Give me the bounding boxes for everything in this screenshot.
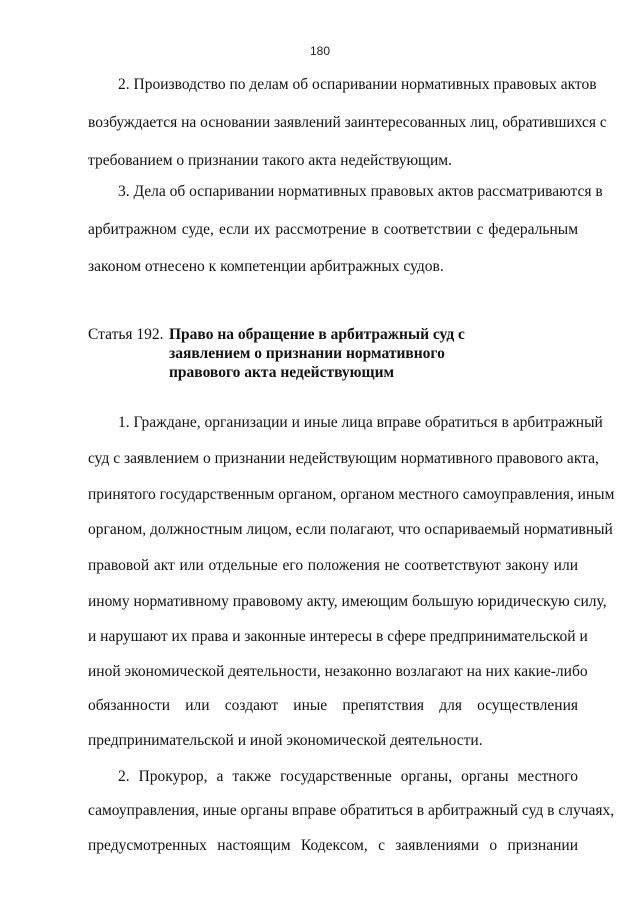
- article-title-line: правового акта недействующим: [169, 364, 395, 381]
- text-line: 3. Дела об оспаривании нормативных правовых актов рассматриваются в: [118, 183, 603, 200]
- text-line: правовой акт или отдельные его положения не соответствуют закону или: [88, 557, 578, 574]
- text-line: требованием о признании такого акта недействующим.: [88, 152, 452, 169]
- text-line: иной экономической деятельности, незаконно возлагают на них какие-либо: [88, 663, 588, 680]
- text-line: самоуправления, иные органы вправе обратиться в арбитражный суд в случаях,: [88, 802, 615, 819]
- text-line: органом, должностным лицом, если полагают, что оспариваемый нормативный: [88, 521, 613, 538]
- text-line: возбуждается на основании заявлений заинтересованных лиц, обратившихся с: [88, 114, 607, 131]
- text-line: суд с заявлением о признании недействующим нормативного правового акта,: [88, 450, 599, 467]
- article-title-line: Право на обращение в арбитражный суд с: [169, 326, 465, 343]
- page-number: 180: [309, 44, 331, 58]
- text-line: предусмотренных настоящим Кодексом, с заявлениями о признании: [88, 837, 578, 854]
- text-line: принятого государственным органом, органом местного самоуправления, иным: [88, 486, 615, 503]
- text-line: 2. Производство по делам об оспаривании нормативных правовых актов: [118, 76, 597, 93]
- article-title-line: заявлением о признании нормативного: [169, 345, 445, 362]
- article-label: Статья 192.: [88, 326, 164, 343]
- text-line: 2. Прокурор, а также государственные органы, органы местного: [118, 768, 578, 785]
- text-line: и нарушают их права и законные интересы в сфере предпринимательской и: [88, 628, 588, 645]
- text-line: иному нормативному правовому акту, имеющим большую юридическую силу,: [88, 593, 607, 610]
- text-line: арбитражном суде, если их рассмотрение в соответствии с федеральным: [88, 221, 578, 238]
- text-line: предпринимательской и иной экономической деятельности.: [88, 732, 483, 749]
- text-line: законом отнесено к компетенции арбитражных судов.: [88, 258, 444, 275]
- text-line: 1. Граждане, организации и иные лица вправе обратиться в арбитражный: [118, 414, 603, 431]
- text-line: обязанности или создают иные препятствия для осуществления: [88, 697, 578, 714]
